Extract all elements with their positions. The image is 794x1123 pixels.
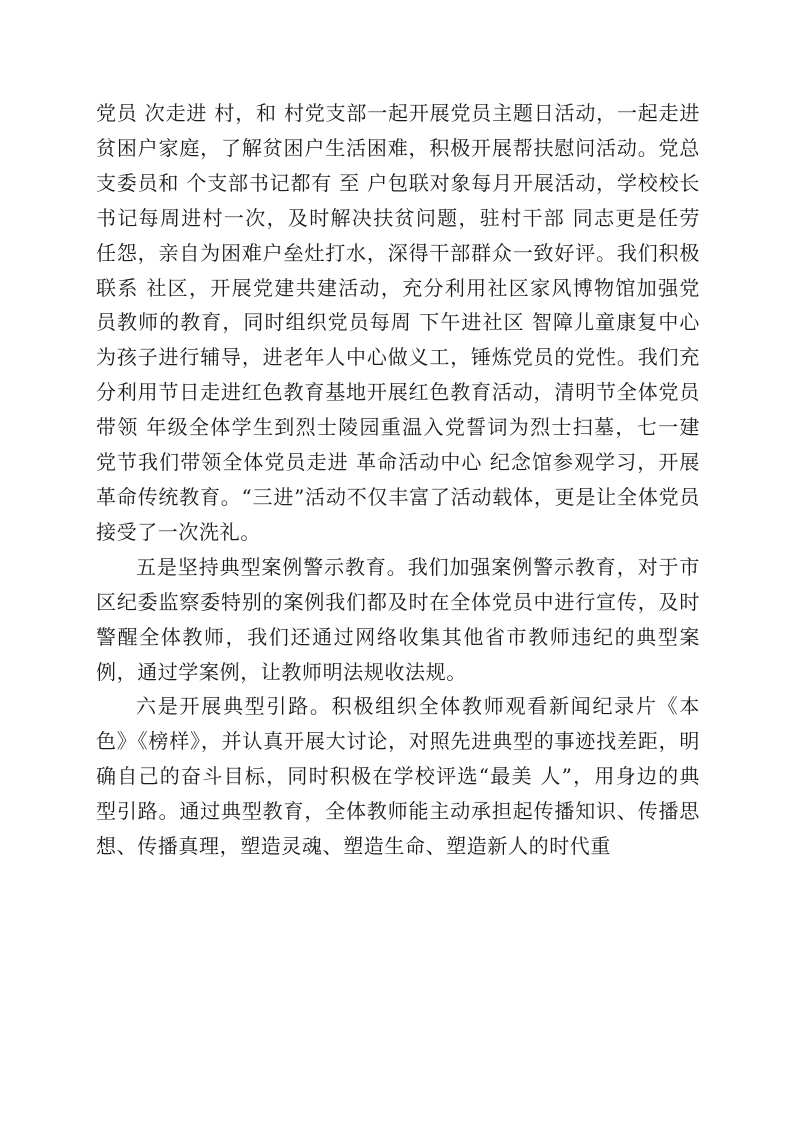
paragraph-sanjin-activities: 党员 次走进 村，和 村党支部一起开展党员主题日活动，一起走进贫困户家庭，了解贫困户生活困难，积极开展帮扶慰问活动。党总支委员和 个支部书记都有 至 户包联对象每月开展活动，学校校长书记每周进村一次，及时解决扶贫问题，驻村干部 同志更是任劳任怨，亲自为困难户垒灶打水，深得干部群众一致好评。我们积极联系 社区，开展党建共建活动，充分利用社区家风博物馆加强党员教师的教育，同时组织党员每周 下午进社区 智障儿童康复中心为孩子进行辅导，进老年人中心做义工，锤炼党员的党性。我们充分利用节日走进红色教育基地开展红色教育活动，清明节全体党员带领 年级全体学生到烈士陵园重温入党誓词为烈士扫墓，七一建党节我们带领全体党员走进 革命活动中心 纪念馆参观学习，开展革命传统教育。“三进”活动不仅丰富了活动载体，更是让全体党员接受了一次洗礼。 [96, 101, 700, 544]
document-page [96, 96, 700, 864]
paragraph-role-model-guidance: 六是开展典型引路。积极组织全体教师观看新闻纪录片《本色》《榜样》，并认真开展大讨论，对照先进典型的事迹找差距，明确自己的奋斗目标，同时积极在学校评选“最美 人”，用身边的典型引路。通过典型教育，全体教师能主动承担起传播知识、传播思想、传播真理，塑造灵魂、塑造生命、塑造新人的时代重 [96, 694, 700, 859]
paragraph-case-warning-education: 五是坚持典型案例警示教育。我们加强案例警示教育，对于市区纪委监察委特别的案例我们都及时在全体党员中进行宣传，及时警醒全体教师，我们还通过网络收集其他省市教师违纪的典型案例，通过学案例，让教师明法规收法规。 [96, 554, 700, 684]
